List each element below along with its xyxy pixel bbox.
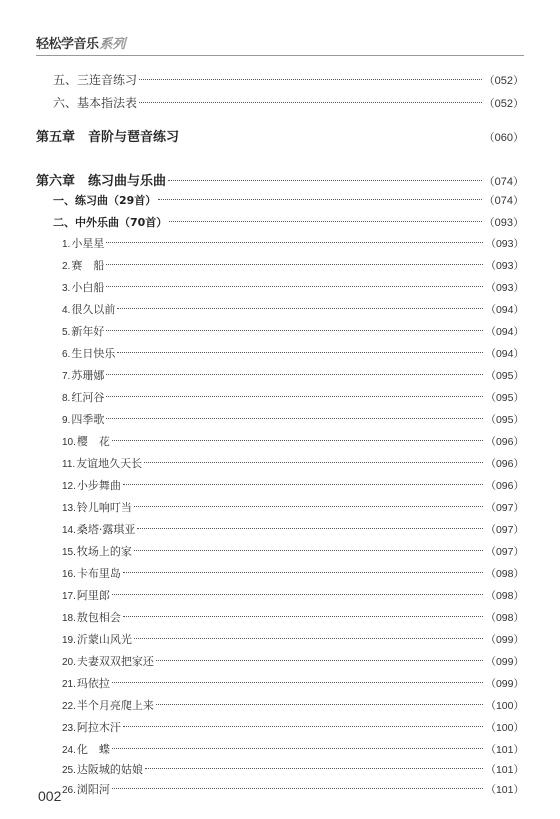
piece-title: 半个月亮爬上来 (76, 699, 154, 712)
piece-number: 17. (62, 591, 76, 602)
toc-entry-piece[interactable] (62, 543, 524, 561)
piece-number: 1. (62, 239, 71, 250)
dot-leader (117, 352, 483, 353)
piece-number: 9. (62, 415, 71, 426)
toc-entry-page: （093） (485, 282, 524, 294)
toc-entry-title: 一、练习曲（29首） (53, 194, 157, 207)
piece-number: 3. (62, 283, 71, 294)
toc-entry-page: （095） (485, 392, 524, 404)
toc-entry-title: 五、三连音练习 (53, 73, 138, 87)
dot-leader (134, 638, 484, 639)
toc-entry-title (62, 345, 115, 364)
toc-entry-section[interactable] (53, 94, 524, 112)
dot-leader (139, 102, 482, 103)
dot-leader (123, 726, 484, 727)
dot-leader (112, 594, 484, 595)
dot-leader (106, 286, 483, 287)
toc-entry-piece[interactable] (62, 477, 524, 495)
toc-entry-piece[interactable] (62, 521, 524, 539)
piece-title: 夫妻双双把家还 (76, 655, 154, 668)
toc-entry-title (62, 587, 110, 606)
toc-entry-piece[interactable] (62, 257, 524, 275)
dot-leader (106, 418, 483, 419)
dot-leader (112, 748, 484, 749)
piece-number: 11. (62, 459, 76, 470)
dot-leader (169, 221, 481, 222)
toc-entry-title (62, 543, 132, 562)
series-tag: 系列 (99, 37, 126, 52)
toc-entry-piece[interactable] (62, 609, 524, 627)
piece-number: 16. (62, 569, 76, 580)
piece-number: 2. (62, 261, 71, 272)
toc-entry-piece[interactable] (62, 741, 524, 759)
toc-entry-page: （074） (483, 176, 524, 188)
piece-title: 达阪城的姑娘 (76, 763, 143, 776)
toc-entry-page: （101） (485, 764, 524, 776)
toc-entry-page: （096） (485, 436, 524, 448)
dot-leader (106, 330, 483, 331)
toc-entry-page: （096） (485, 458, 524, 470)
dot-leader (168, 180, 482, 181)
toc-entry-page: （093） (485, 238, 524, 250)
dot-leader (112, 440, 484, 441)
piece-title: 牧场上的家 (76, 545, 132, 558)
toc-entry-title (62, 675, 110, 694)
toc-entry-page: （052） (483, 98, 524, 110)
toc-entry-title (62, 279, 104, 298)
toc-entry-page: （097） (485, 524, 524, 536)
piece-title: 敖包相会 (76, 611, 121, 624)
dot-leader (117, 308, 483, 309)
piece-number: 23. (62, 723, 76, 734)
dot-leader (144, 462, 483, 463)
toc-entry-title (62, 367, 104, 386)
piece-number: 26. (62, 785, 76, 796)
toc-entry-piece[interactable] (62, 499, 524, 517)
dot-leader (156, 660, 484, 661)
piece-number: 24. (62, 745, 76, 756)
toc-entry-section[interactable] (53, 71, 524, 89)
toc-entry-title (62, 521, 135, 540)
toc-entry-page: （097） (485, 546, 524, 558)
toc-entry-piece[interactable] (62, 279, 524, 297)
toc-entry-piece[interactable] (62, 781, 524, 799)
piece-number: 7. (62, 371, 71, 382)
dot-leader (123, 484, 484, 485)
toc-entry-title (62, 781, 110, 800)
toc-entry-title (62, 455, 142, 474)
piece-title: 沂蒙山风光 (76, 633, 132, 646)
piece-number: 20. (62, 657, 76, 668)
piece-title: 玛依拉 (76, 677, 110, 690)
piece-number: 19. (62, 635, 76, 646)
toc-entry-page: （060） (483, 132, 524, 144)
piece-title: 阿拉木汗 (76, 721, 121, 734)
piece-number: 22. (62, 701, 76, 712)
piece-title: 浏阳河 (76, 783, 110, 796)
toc-entry-page: （094） (485, 326, 524, 338)
toc-entry-page: （098） (485, 568, 524, 580)
piece-title: 赛 船 (71, 259, 105, 272)
toc-entry-title (62, 719, 121, 738)
toc-entry-title (62, 477, 121, 496)
toc-entry-page: （093） (485, 260, 524, 272)
piece-number: 5. (62, 327, 71, 338)
toc-entry-piece[interactable] (62, 301, 524, 319)
piece-number: 10. (62, 437, 76, 448)
toc-entry-page: （100） (485, 722, 524, 734)
toc-entry-piece[interactable] (62, 323, 524, 341)
dot-leader (106, 396, 483, 397)
toc-entry-page: （099） (485, 634, 524, 646)
toc-entry-title (62, 499, 132, 518)
piece-title: 桑塔·露琪亚 (76, 523, 136, 536)
toc-entry-page: （101） (485, 744, 524, 756)
toc-entry-title (62, 741, 110, 760)
toc-entry-page: （052） (483, 75, 524, 87)
toc-entry-chapter[interactable] (36, 173, 524, 191)
piece-title: 小白船 (71, 281, 105, 294)
toc-entry-page: （093） (483, 217, 524, 229)
piece-title: 铃儿响叮当 (76, 501, 132, 514)
toc-entry-page: （098） (485, 590, 524, 602)
toc-entry-title (62, 631, 132, 650)
toc-entry-page: （099） (485, 656, 524, 668)
toc-entry-title (62, 433, 110, 452)
dot-leader (106, 264, 483, 265)
piece-title: 小步舞曲 (76, 479, 121, 492)
toc-entry-piece[interactable] (62, 565, 524, 583)
series-title: 轻松学音乐 (36, 37, 99, 52)
piece-number: 6. (62, 349, 71, 360)
piece-title: 阿里郎 (76, 589, 110, 602)
piece-number: 8. (62, 393, 71, 404)
piece-number: 4. (62, 305, 71, 316)
toc-entry-piece[interactable] (62, 345, 524, 363)
dot-leader (112, 682, 484, 683)
toc-entry-page: （094） (485, 348, 524, 360)
toc-entry-piece[interactable] (62, 455, 524, 473)
toc-entry-title (62, 323, 104, 342)
piece-title: 很久以前 (71, 303, 116, 316)
toc-entry-piece[interactable] (62, 367, 524, 385)
toc-entry-subsection[interactable] (53, 192, 524, 210)
toc-entry-page: （095） (485, 414, 524, 426)
toc-entry-page: （094） (485, 304, 524, 316)
toc-entry-piece[interactable] (62, 433, 524, 451)
piece-title: 生日快乐 (71, 347, 116, 360)
dot-leader (156, 704, 484, 705)
piece-title: 新年好 (71, 325, 105, 338)
toc-entry-title (62, 389, 104, 408)
toc-entry-page: （100） (485, 700, 524, 712)
toc-entry-piece[interactable] (62, 235, 524, 253)
dot-leader (123, 572, 484, 573)
toc-entry-title: 第六章 练习曲与乐曲 (36, 174, 167, 189)
piece-title: 卡布里岛 (76, 567, 121, 580)
toc-entry-piece[interactable] (62, 587, 524, 605)
toc-entry-page: （098） (485, 612, 524, 624)
toc-entry-piece[interactable] (62, 653, 524, 671)
toc-entry-title (62, 411, 104, 430)
dot-leader (181, 136, 482, 137)
toc-entry-piece[interactable] (62, 389, 524, 407)
dot-leader (134, 550, 484, 551)
dot-leader (137, 528, 483, 529)
dot-leader (106, 242, 483, 243)
toc-entry-subsection[interactable] (53, 214, 524, 232)
piece-title: 友谊地久天长 (76, 457, 143, 470)
toc-entry-page: （101） (485, 784, 524, 796)
toc-entry-piece[interactable] (62, 719, 524, 737)
dot-leader (145, 768, 484, 769)
toc-entry-piece[interactable] (62, 411, 524, 429)
dot-leader (123, 616, 484, 617)
toc-entry-piece[interactable] (62, 697, 524, 715)
dot-leader (134, 506, 484, 507)
series-header (36, 33, 126, 52)
toc-entry-title: 第五章 音阶与琶音练习 (36, 130, 180, 145)
toc-entry-title: 六、基本指法表 (53, 96, 138, 110)
toc-entry-page: （099） (485, 678, 524, 690)
toc-entry-piece[interactable] (62, 675, 524, 693)
piece-number: 15. (62, 547, 76, 558)
piece-title: 红河谷 (71, 391, 105, 404)
toc-entry-title (62, 235, 104, 254)
toc-entry-title: 二、中外乐曲（70首） (53, 216, 168, 229)
toc-entry-title (62, 301, 115, 320)
toc-entry-title (62, 697, 154, 716)
page-number: 002 (38, 788, 62, 804)
toc-entry-title (62, 653, 154, 672)
piece-title: 苏珊娜 (71, 369, 105, 382)
toc-entry-title (62, 761, 143, 780)
piece-title: 化 蝶 (76, 743, 110, 756)
toc-entry-page: （096） (485, 480, 524, 492)
piece-number: 21. (62, 679, 76, 690)
piece-number: 13. (62, 503, 76, 514)
piece-title: 四季歌 (71, 413, 105, 426)
dot-leader (139, 79, 482, 80)
dot-leader (112, 788, 484, 789)
toc-entry-piece[interactable] (62, 631, 524, 649)
dot-leader (106, 374, 483, 375)
piece-number: 14. (62, 525, 76, 536)
toc-entry-title (62, 565, 121, 584)
toc-entry-page: （095） (485, 370, 524, 382)
toc-entry-page: （097） (485, 502, 524, 514)
piece-number: 25. (62, 765, 76, 776)
toc-entry-chapter[interactable] (36, 129, 524, 147)
piece-title: 小星星 (71, 237, 105, 250)
toc-entry-page: （074） (483, 195, 524, 207)
piece-number: 18. (62, 613, 76, 624)
dot-leader (158, 199, 481, 200)
header-divider (36, 55, 524, 56)
piece-title: 樱 花 (76, 435, 110, 448)
toc-entry-title (62, 609, 121, 628)
toc-entry-piece[interactable] (62, 761, 524, 779)
toc-entry-title (62, 257, 104, 276)
piece-number: 12. (62, 481, 76, 492)
